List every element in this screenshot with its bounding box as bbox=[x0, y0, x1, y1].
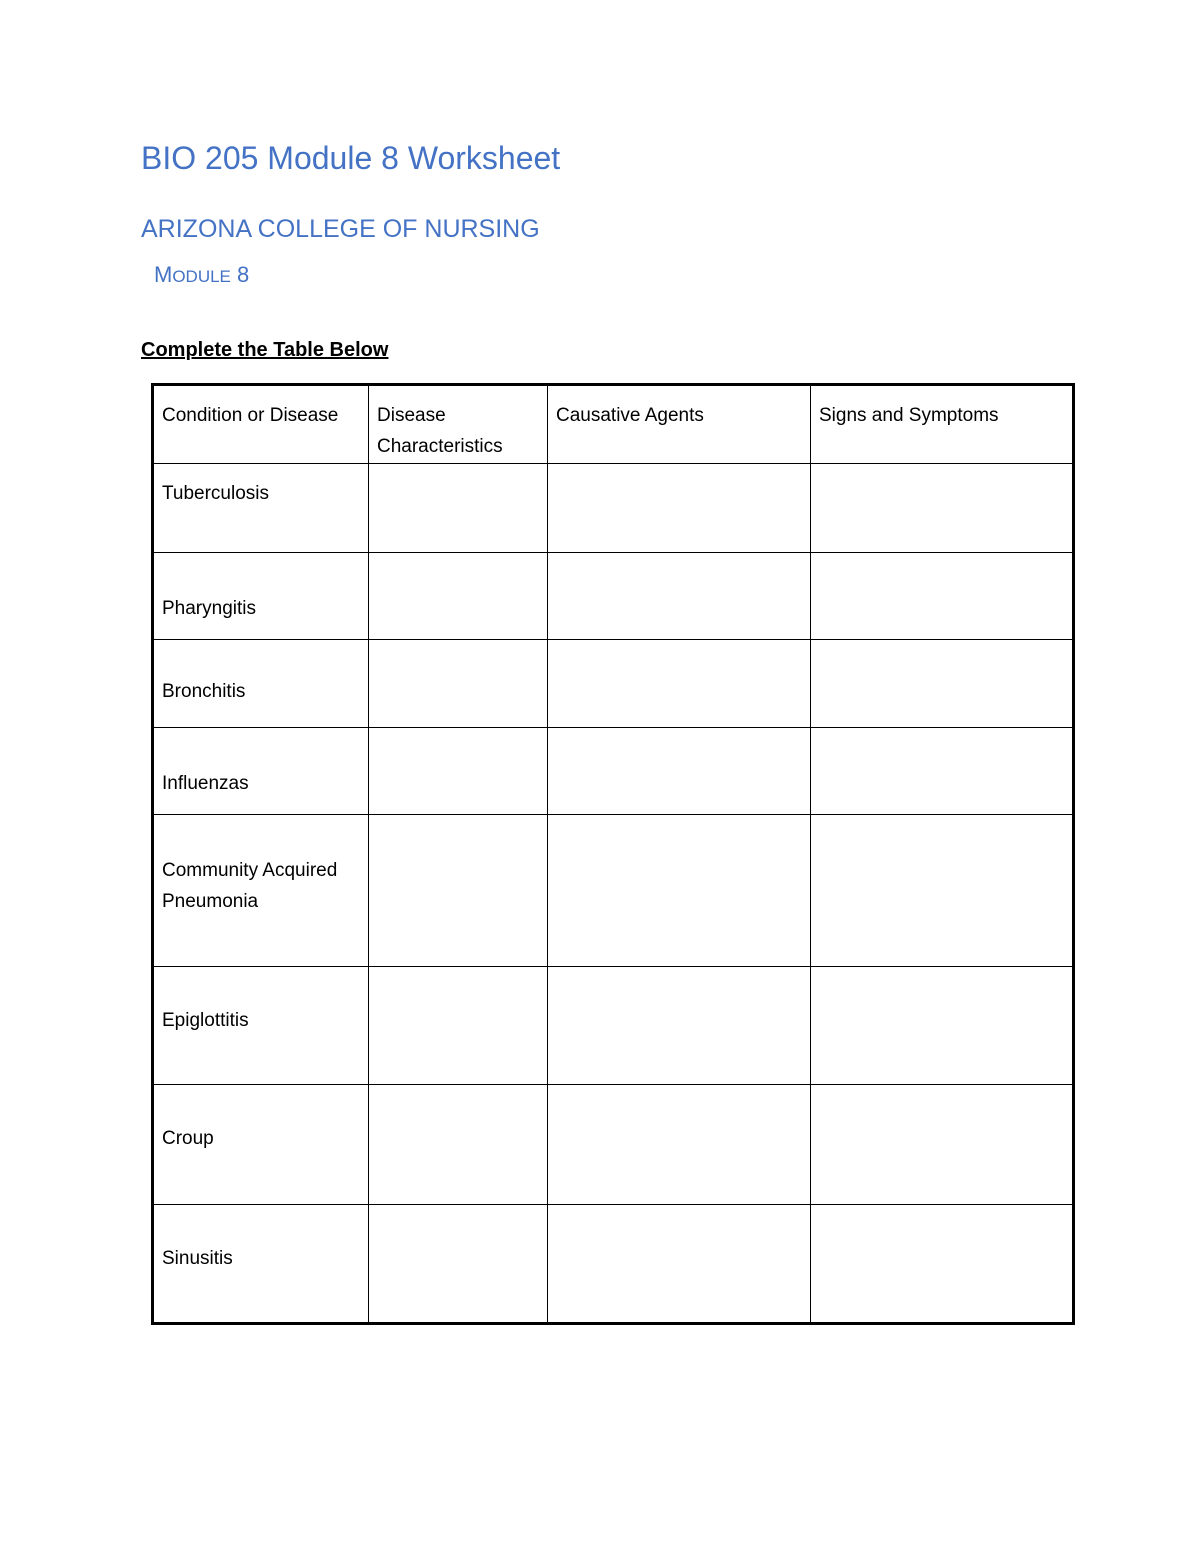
signs-symptoms-cell[interactable] bbox=[811, 815, 1074, 967]
signs-symptoms-cell[interactable] bbox=[811, 967, 1074, 1085]
table-instruction: Complete the Table Below bbox=[141, 339, 389, 361]
header-condition: Condition or Disease bbox=[153, 385, 369, 464]
characteristics-cell[interactable] bbox=[369, 1085, 548, 1205]
characteristics-cell[interactable] bbox=[369, 815, 548, 967]
table-row bbox=[153, 967, 1074, 1085]
characteristics-cell[interactable] bbox=[369, 464, 548, 553]
condition-cell: Epiglottitis bbox=[153, 967, 369, 1085]
causative-agents-cell[interactable] bbox=[548, 640, 811, 728]
causative-agents-cell[interactable] bbox=[548, 1205, 811, 1324]
characteristics-cell[interactable] bbox=[369, 553, 548, 640]
signs-symptoms-cell[interactable] bbox=[811, 553, 1074, 640]
organization-name: ARIZONA COLLEGE OF NURSING bbox=[141, 215, 540, 243]
causative-agents-cell[interactable] bbox=[548, 815, 811, 967]
condition-cell: Community Acquired Pneumonia bbox=[153, 815, 369, 967]
table-row bbox=[153, 1205, 1074, 1324]
characteristics-cell[interactable] bbox=[369, 1205, 548, 1324]
causative-agents-cell[interactable] bbox=[548, 464, 811, 553]
condition-cell: Croup bbox=[153, 1085, 369, 1205]
module-label bbox=[154, 262, 249, 288]
table-row bbox=[153, 1085, 1074, 1205]
causative-agents-cell[interactable] bbox=[548, 1085, 811, 1205]
condition-cell: Pharyngitis bbox=[153, 553, 369, 640]
table-row bbox=[153, 464, 1074, 553]
table-header-row bbox=[153, 385, 1074, 464]
condition-cell: Influenzas bbox=[153, 728, 369, 815]
table-row bbox=[153, 815, 1074, 967]
condition-cell: Bronchitis bbox=[153, 640, 369, 728]
signs-symptoms-cell[interactable] bbox=[811, 464, 1074, 553]
signs-symptoms-cell[interactable] bbox=[811, 1085, 1074, 1205]
table-row bbox=[153, 553, 1074, 640]
header-causative-agents: Causative Agents bbox=[548, 385, 811, 464]
causative-agents-cell[interactable] bbox=[548, 553, 811, 640]
signs-symptoms-cell[interactable] bbox=[811, 1205, 1074, 1324]
signs-symptoms-cell[interactable] bbox=[811, 728, 1074, 815]
worksheet-title: BIO 205 Module 8 Worksheet bbox=[141, 140, 561, 176]
header-characteristics: Disease Characteristics bbox=[369, 385, 548, 464]
characteristics-cell[interactable] bbox=[369, 728, 548, 815]
module-number: 8 bbox=[230, 262, 250, 287]
characteristics-cell[interactable] bbox=[369, 967, 548, 1085]
table-row bbox=[153, 728, 1074, 815]
condition-cell: Sinusitis bbox=[153, 1205, 369, 1324]
causative-agents-cell[interactable] bbox=[548, 728, 811, 815]
signs-symptoms-cell[interactable] bbox=[811, 640, 1074, 728]
disease-table bbox=[151, 383, 1075, 1325]
characteristics-cell[interactable] bbox=[369, 640, 548, 728]
module-letter-m: M bbox=[154, 262, 173, 287]
module-rest: ODULE bbox=[172, 267, 231, 286]
table-row bbox=[153, 640, 1074, 728]
causative-agents-cell[interactable] bbox=[548, 967, 811, 1085]
header-signs-symptoms: Signs and Symptoms bbox=[811, 385, 1074, 464]
condition-cell: Tuberculosis bbox=[153, 464, 369, 553]
